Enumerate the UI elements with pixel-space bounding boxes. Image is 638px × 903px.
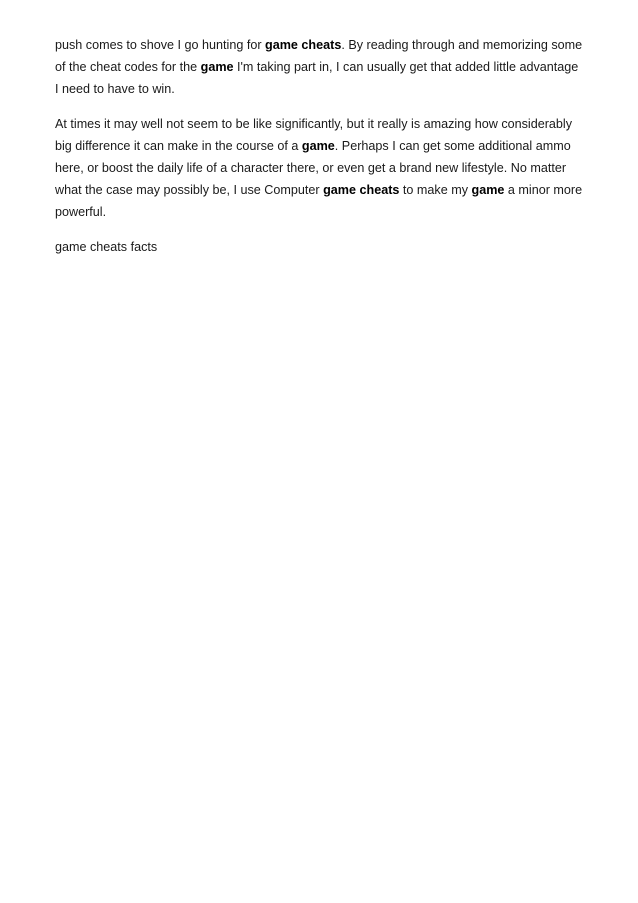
text-run: I'm taking part in, I can usually get that added little advantage I need to have to win. [55, 60, 579, 96]
document-body [55, 34, 585, 271]
text-run: At times it may well not seem to be like significantly, but it really is amazing how considerably big difference it can make in the course of a [55, 117, 573, 153]
bold-text-run: game [471, 183, 505, 197]
bold-text-run: game cheats [323, 183, 400, 197]
text-run: to make my [399, 183, 472, 197]
bold-text-run: game [301, 139, 335, 153]
paragraph-3 [55, 236, 585, 258]
bold-text-run: game cheats [265, 38, 342, 52]
text-run: a minor more powerful. [55, 183, 583, 219]
text-run: . By reading through and memorizing some of the cheat codes for the [55, 38, 583, 74]
text-run: . Perhaps I can get some additional ammo here, or boost the daily life of a character there, or even get a brand new lifestyle. No matter what the case may possibly be, I use Computer [55, 139, 571, 197]
bold-text-run: game [200, 60, 234, 74]
text-run: game cheats facts [55, 240, 158, 254]
text-run: push comes to shove I go hunting for [55, 38, 266, 52]
paragraph-2 [55, 113, 585, 223]
paragraph-1 [55, 34, 585, 100]
